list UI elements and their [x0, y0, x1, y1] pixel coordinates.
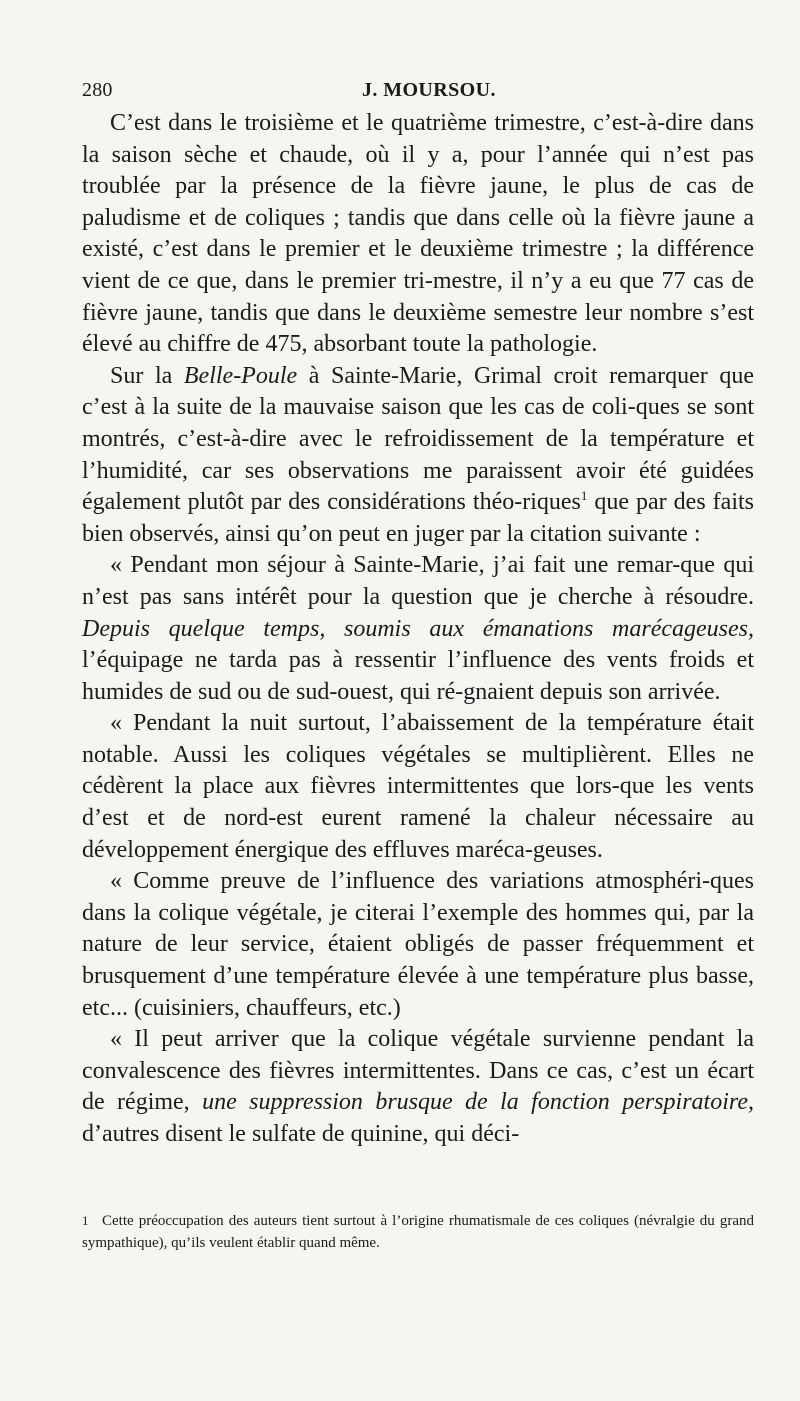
- ship-name-italic: Belle-Poule: [183, 362, 298, 389]
- paragraph-3-italic-phrase: Depuis quelque temps, soumis aux émanations marécageuses,: [82, 615, 754, 642]
- paragraph-6-text-start: « Il peut arriver que la colique végétale survienne pendant la convalescence des fièvres intermittentes. Dans ce cas, c’est un écart de régime,: [82, 1026, 754, 1116]
- footnote-text: Cette préoccupation des auteurs tient surtout à l’origine rhumatismale de ces coliques (névralgie du grand sympathique), qu’ils veulent établir quand même.: [82, 1213, 754, 1251]
- paragraph-3: [82, 550, 754, 708]
- paragraph-2-text-middle: à Sainte-Marie, Grimal croit remarquer que c’est à la suite de la mauvaise saison que les cas de coli-ques se sont montrés, c’est-à-dire avec le refroidissement de la température et l’humidité, car ses observations me paraissent avoir été guidées également plutôt par des considérations théo-riques: [82, 362, 754, 516]
- running-header: [82, 72, 754, 108]
- paragraph-6-text-end: d’autres disent le sulfate de quinine, qui déci-: [82, 1121, 520, 1147]
- main-text: [82, 108, 754, 1151]
- paragraph-2: [82, 361, 754, 551]
- paragraph-6-italic-phrase: une suppression brusque de la fonction perspiratoire,: [202, 1089, 754, 1116]
- paragraph-6: [82, 1024, 754, 1150]
- footnote: [82, 1210, 754, 1254]
- paragraph-5: « Comme preuve de l’influence des variations atmosphéri-ques dans la colique végétale, je citerai l’exemple des hommes qui, par la nature de leur service, étaient obligés de passer fréquemment et brusquement d’une température élevée à une température plus basse, etc... (cuisiniers, chauffeurs, etc.): [82, 868, 754, 1021]
- running-head-author: J. MOURSOU.: [362, 79, 496, 101]
- paragraph-2-text-end: que par des faits bien observés, ainsi qu’on peut en juger par la citation suivante :: [82, 489, 754, 547]
- book-page: [82, 72, 754, 1362]
- paragraph-3-text-end: l’équipage ne tarda pas à ressentir l’influence des vents froids et humides de sud ou de sud-ouest, qui ré-gnaient depuis son arrivée.: [82, 647, 754, 705]
- page-number: 280: [82, 79, 113, 101]
- footnote-marker: 1: [82, 1213, 89, 1228]
- footnote-reference: 1: [580, 488, 588, 504]
- paragraph-1: C’est dans le troisième et le quatrième trimestre, c’est-à-dire dans la saison sèche et chaude, où il y a, pour l’année qui n’est pas troublée par la présence de la fièvre jaune, le plus de cas de paludisme et de coliques ; tandis que dans celle où la fièvre jaune a existé, c’est dans le premier et le deuxième trimestre ; la différence vient de ce que, dans le premier tri-mestre, il n’y a eu que 77 cas de fièvre jaune, tandis que dans le deuxième semestre leur nombre s’est élevé au chiffre de 475, absorbant toute la pathologie.: [82, 110, 754, 358]
- paragraph-2-text-start: Sur la: [110, 362, 184, 389]
- paragraph-4: « Pendant la nuit surtout, l’abaissement de la température était notable. Aussi les coliques végétales se multiplièrent. Elles ne cédèrent la place aux fièvres intermittentes que lors-que les vents d’est et de nord-est eurent ramené la chaleur nécessaire au développement énergique des effluves maréca-geuses.: [82, 710, 754, 863]
- paragraph-3-text-start: « Pendant mon séjour à Sainte-Marie, j’ai fait une remar-que qui n’est pas sans intérêt pour la question que je cherche à résoudre.: [82, 552, 754, 610]
